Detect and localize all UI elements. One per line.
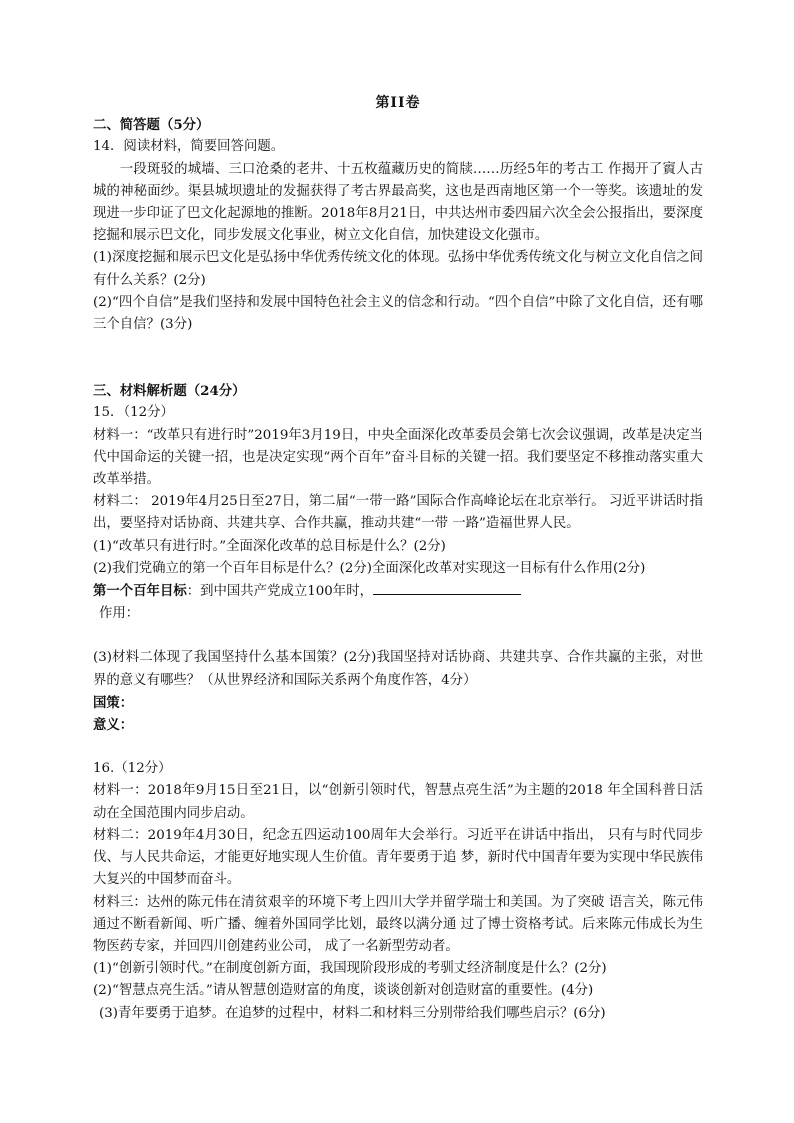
q15-material-1: 材料一：“改革只有进行时”2019年3月19日，中央全面深化改革委员会第七次会议强调，改革是决定当代中国命运的关键一招，也是决定实现“两个百年”奋斗目标的关键一招。我们要坚定不移推动落实重大改革举措。 (93, 427, 703, 488)
page-title: 第II卷 (375, 95, 421, 111)
goal-text: ：到中国共产党成立100年时， (186, 584, 373, 600)
exam-page (93, 92, 703, 1025)
q15-number: 15．（12分） (93, 405, 174, 421)
spacer (93, 336, 703, 380)
q16-question-2: (2)“智慧点亮生活。”请从智慧创造财富的角度，谈谈创新对创造财富的重要性。(4分) (93, 983, 594, 999)
q16-material-3: 材料三：达州的陈元伟在清贫艰辛的环境下考上四川大学并留学瑞士和美国。为了突破 语言关，陈元伟通过不断看新闻、听广播、缠着外国同学比划，最终以满分通 过了博士资格考试。后来陈元伟成长为生物医药专家，并回四川创建药业公司， 成了一名新型劳动者。 (93, 894, 703, 954)
q16-material-2: 材料二：2019年4月30日，纪念五四运动100周年大会举行。习近平在讲话中指出， 只有与时代同步伐、与人民共命运，才能更好地实现人生价值。青年要勇于追 梦，新时代中国青年要为实现中华民族伟大复兴的中国梦而奋斗。 (93, 827, 703, 888)
answer-space (93, 625, 703, 647)
q16-question-3: (3)青年要勇于追梦。在追梦的过程中，材料二和材料三分别带给我们哪些启示？(6分) (99, 1005, 606, 1021)
answer-blank[interactable] (373, 580, 521, 595)
q15-question-1: (1)“改革只有进行时。”全面深化改革的总目标是什么？(2分) (93, 538, 446, 554)
section3-heading: 三、材料解析题（24分） (93, 383, 246, 400)
goal-label: 第一个百年目标 (93, 583, 187, 600)
spacer (93, 736, 703, 758)
q16-material-1: 材料一：2018年9月15日至21日，以“创新引领时代，智慧点亮生活”为主题的2018 年全国科普日活动在全国范围内同步启动。 (93, 783, 703, 821)
q15-question-2: (2)我们党确立的第一个百年目标是什么？(2分)全面深化改革对实现这一目标有什么作用(2分) (93, 560, 646, 576)
policy-label: 国策： (93, 694, 134, 711)
meaning-label: 意义： (93, 717, 134, 734)
q16-question-1: (1)“创新引领时代。”在制度创新方面，我国现阶段形成的考驯丈经济制度是什么？(2分) (93, 961, 607, 977)
q15-question-3: (3)材料二体现了我国坚持什么基本国策？(2分)我国坚持对话协商、共建共享、合作共赢的主张，对世界的意义有哪些？（从世界经济和国际关系两个角度作答，4分） (93, 650, 703, 688)
section2-heading: 二、简答题（5分） (93, 117, 210, 134)
q14-question-2: (2)“四个自信”是我们坚持和发展中国特色社会主义的信念和行动。“四个自信”中除了文化自信，还有哪三个自信？(3分) (93, 294, 703, 333)
q14-material: 一段斑驳的城墙、三口沧桑的老井、十五枚蕴藏历史的简牍……历经5年的考古工 作揭开了賨人古城的神秘面纱。渠县城坝遗址的发掘获得了考古界最高奖，这也是西南地区第一个一等奖。该遗址的发现进一步印证了巴文化起源地的推断。2018年8月21日，中共达州市委四届六次全会公报指出，要深度挖掘和展示巴文化，同步发展文化事业，树立文化自信，加快建设文化强市。 (93, 161, 703, 244)
q14-question-1: (1)深度挖掘和展示巴文化是弘扬中华优秀传统文化的体现。弘扬中华优秀传统文化与树立文化自信之间有什么关系？(2分) (93, 250, 703, 288)
effect-label: 作用： (99, 606, 140, 622)
q16-number: 16.（12分） (93, 761, 172, 777)
q15-goal-line (93, 580, 703, 603)
q14-intro: 14．阅读材料，简要回答问题。 (93, 139, 285, 155)
q15-material-2: 材料二： 2019年4月25日至27日，第二届“一带一路”国际合作高峰论坛在北京举行。 习近平讲话时指出，要坚持对话协商、共建共享、合作共赢，推动共建“一带 一路”造福世界人民。 (93, 494, 703, 532)
